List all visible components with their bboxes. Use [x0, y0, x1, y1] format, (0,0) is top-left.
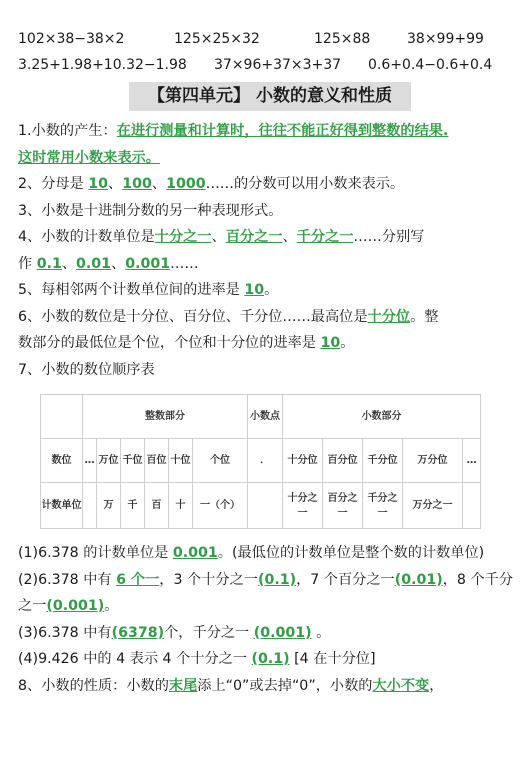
text: ，8 个千分之一 — [18, 571, 514, 614]
text: 8、小数的性质：小数的 — [18, 677, 169, 694]
text: 添上“0”或去掉“0”，小数的 — [197, 677, 373, 694]
highlight: 大小不变 — [372, 677, 430, 694]
highlight: 末尾 — [168, 677, 198, 694]
notes-content — [18, 118, 518, 383]
highlight: 百分之一 — [225, 229, 283, 245]
highlight: 十分之一 — [154, 229, 212, 245]
highlight: 在进行测量和计算时，往往不能正好得到整数的结果. — [116, 123, 449, 139]
expression-row — [18, 31, 518, 57]
expression: 0.6+0.4−0.6+0.4 — [368, 57, 493, 73]
text: 。整 — [410, 308, 439, 325]
table-cell: 十分之一 — [283, 483, 323, 529]
notes-content-continued — [18, 540, 518, 699]
text: 6、小数的数位是十分位、百分位、千分位……最高位是 — [18, 308, 368, 325]
text: 。 — [104, 598, 119, 614]
table-row — [41, 483, 481, 529]
text: ……分别写 — [353, 229, 425, 245]
table-cell: ． — [248, 439, 283, 483]
highlight: (0.1) — [257, 571, 297, 588]
text: [4 在十分位] — [289, 651, 376, 667]
highlight: 6 个一 — [116, 571, 160, 588]
table-cell: 千分之一 — [363, 483, 403, 529]
text: 1.小数的产生： — [18, 123, 117, 139]
highlight: 10 — [88, 176, 109, 192]
highlight: 0.1 — [36, 255, 62, 272]
highlight: 1000 — [166, 176, 206, 192]
question-2 — [18, 567, 518, 620]
text: 、 — [111, 255, 126, 272]
expression-row — [18, 57, 518, 83]
item-8 — [18, 673, 518, 700]
table-cell: 千 — [121, 483, 145, 529]
text: 。(最低位的计数单位是整个数的计数单位) — [217, 545, 485, 561]
highlight: 千分之一 — [296, 229, 354, 245]
text: 。 — [311, 624, 331, 641]
item-7: 7、小数的数位顺序表 — [18, 361, 155, 378]
text: 数部分的最低位是个位，个位和十分位的进率是 — [18, 335, 321, 351]
unit-title: 【第四单元】 小数的意义和性质 — [129, 82, 411, 111]
table-cell: 一（个） — [193, 483, 248, 529]
place-value-table — [40, 394, 481, 529]
text: 、 — [211, 229, 226, 245]
table-row — [41, 439, 481, 483]
highlight: (0.001) — [253, 624, 312, 641]
highlight: (0.01) — [394, 571, 443, 588]
highlight: 100 — [122, 176, 152, 192]
table-cell: 百分位 — [323, 439, 363, 483]
item-1 — [18, 118, 518, 145]
table-cell: 百位 — [145, 439, 169, 483]
table-cell — [83, 483, 97, 529]
table-cell: … — [463, 439, 481, 483]
item-6 — [18, 304, 518, 331]
row-label: 计数单位 — [41, 483, 83, 529]
table-header: 整数部分 — [83, 395, 248, 439]
expression: 125×25×32 — [174, 31, 260, 47]
text: (2)6.378 中有 — [18, 571, 117, 588]
table-cell: 千位 — [121, 439, 145, 483]
text: (1)6.378 的计数单位是 — [18, 545, 173, 561]
highlight: (0.1) — [251, 651, 290, 667]
table-cell: … — [83, 439, 97, 483]
text: ，7 个百分之一 — [296, 571, 395, 588]
table-cell — [41, 395, 83, 439]
expression: 3.25+1.98+10.32−1.98 — [18, 57, 187, 73]
expression: 102×38−38×2 — [18, 31, 125, 47]
table-cell: 百 — [145, 483, 169, 529]
table-cell: 十 — [169, 483, 193, 529]
text: (3)6.378 中有 — [18, 624, 112, 641]
text: 、 — [151, 176, 167, 192]
text: 2、分母是 — [18, 176, 89, 192]
expression: 37×96+37×3+37 — [214, 57, 342, 73]
table-cell — [463, 483, 481, 529]
text: 。 — [340, 335, 355, 351]
table-cell: 百分之一 — [323, 483, 363, 529]
highlight: 0.001 — [125, 255, 171, 272]
highlight: 10 — [244, 282, 265, 298]
text: 、 — [108, 176, 123, 192]
highlight: 10 — [320, 335, 341, 351]
practice-expressions — [18, 31, 518, 83]
text: 个，千分之一 — [164, 624, 254, 641]
text: 4、小数的计数单位是 — [18, 229, 155, 245]
table-cell: 万位 — [97, 439, 121, 483]
highlight: (0.001) — [46, 598, 105, 614]
question-1 — [18, 540, 518, 567]
item-1-cont — [18, 145, 518, 172]
text: (4)9.426 中的 4 表示 4 个十分之一 — [18, 651, 252, 667]
table-cell — [248, 483, 283, 529]
table-header-row — [41, 395, 481, 439]
item-2 — [18, 171, 518, 198]
table-cell: 个位 — [193, 439, 248, 483]
item-5 — [18, 277, 518, 304]
highlight: 这时常用小数来表示。 — [18, 149, 160, 166]
table-cell: 十位 — [169, 439, 193, 483]
item-4 — [18, 224, 518, 251]
table-cell: 万 — [97, 483, 121, 529]
table-cell: 万分位 — [403, 439, 463, 483]
item-3: 3、小数是十进制分数的另一种表现形式。 — [18, 202, 283, 219]
text: 5、每相邻两个计数单位间的进率是 — [18, 282, 245, 298]
expression: 125×88 — [314, 31, 371, 47]
text: 、 — [61, 255, 77, 272]
highlight: 0.01 — [76, 255, 112, 272]
table-cell: 万分之一 — [403, 483, 463, 529]
text: …… — [170, 255, 199, 272]
text: 作 — [18, 255, 37, 272]
row-label: 数位 — [41, 439, 83, 483]
expression: 38×99+99 — [407, 31, 484, 47]
text: 。 — [264, 282, 279, 298]
table-cell: 十分位 — [283, 439, 323, 483]
question-3 — [18, 620, 518, 647]
question-4 — [18, 646, 518, 673]
highlight: 十分位 — [367, 308, 411, 325]
highlight: (6378) — [111, 624, 165, 641]
text: ， — [429, 677, 444, 694]
item-6-cont — [18, 330, 518, 357]
highlight: 0.001 — [172, 545, 218, 561]
item-4-cont — [18, 251, 518, 278]
text: ，3 个十分之一 — [159, 571, 258, 588]
text: 、 — [282, 229, 297, 245]
table-header: 小数部分 — [283, 395, 481, 439]
table-header: 小数点 — [248, 395, 283, 439]
table-cell: 千分位 — [363, 439, 403, 483]
text: ……的分数可以用小数来表示。 — [205, 176, 405, 192]
